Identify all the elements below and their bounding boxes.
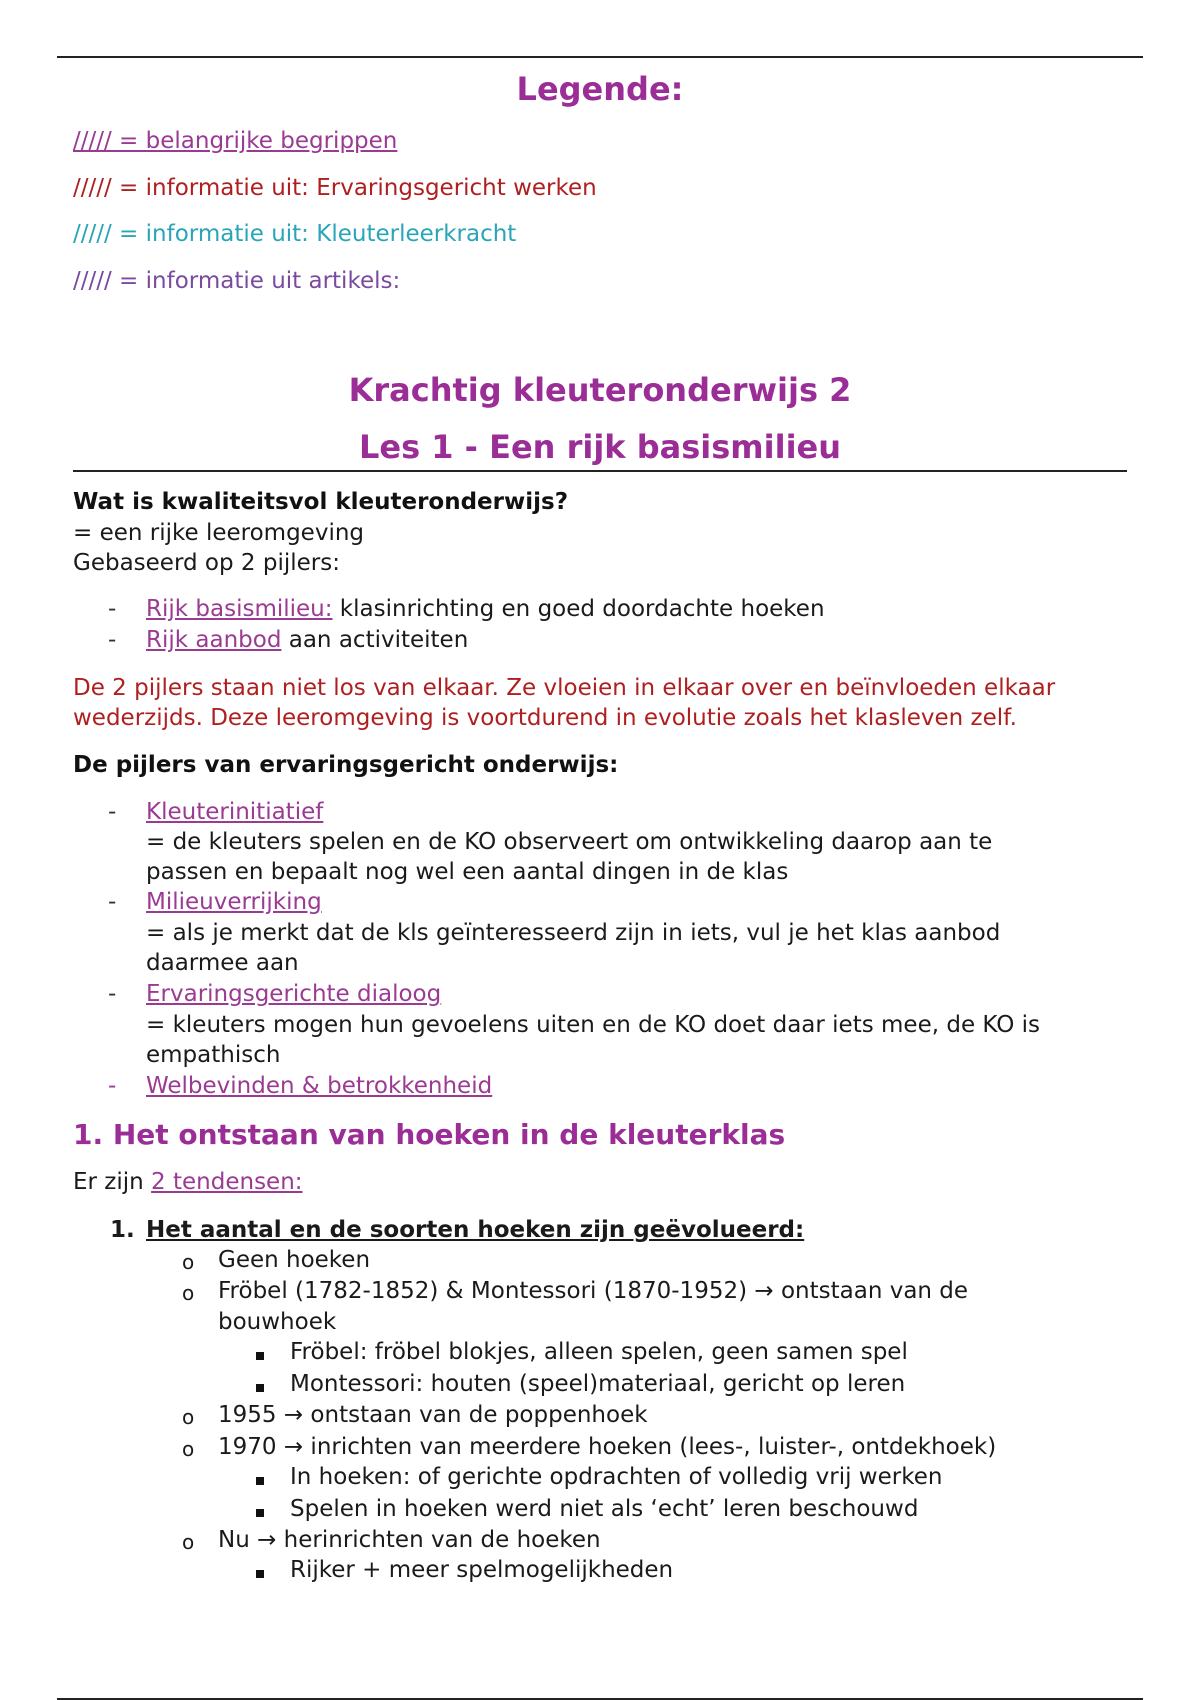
- lesson-title: Les 1 - Een rijk basismilieu: [358, 428, 842, 466]
- list-dash: -: [108, 596, 117, 622]
- bullet-item: Nu → herinrichten van de hoeken: [218, 1527, 601, 1553]
- sub-number: 1.: [110, 1217, 135, 1243]
- pillar-item: [146, 627, 468, 653]
- term-description: = als je merkt dat de kls geïnteresseerd zijn in iets, vul je het klas aanbod: [146, 920, 1001, 946]
- term-rijk-aanbod: Rijk aanbod: [146, 627, 282, 653]
- square-bullet-icon: [256, 1384, 264, 1392]
- legend-item-important-terms: ///// = belangrijke begrippen: [73, 128, 398, 154]
- bullet-item-continued: bouwhoek: [218, 1309, 337, 1335]
- bullet-item: Fröbel (1782-1852) & Montessori (1870-1952) → ontstaan van de: [218, 1278, 969, 1304]
- sub-bullet-item: In hoeken: of gerichte opdrachten of volledig vrij werken: [290, 1464, 943, 1490]
- term-description: = de kleuters spelen en de KO observeert om ontwikkeling daarop aan te: [146, 829, 993, 855]
- legend-item-experiential: ///// = informatie uit: Ervaringsgericht werken: [73, 175, 597, 201]
- sub-heading: Het aantal en de soorten hoeken zijn geëvolueerd:: [146, 1217, 805, 1243]
- legend-title: Legende:: [516, 70, 684, 108]
- list-dash: -: [108, 981, 117, 1007]
- bullet-marker: o: [182, 1405, 195, 1429]
- list-dash: -: [108, 799, 117, 825]
- term-rijk-basismilieu: Rijk basismilieu:: [146, 596, 333, 622]
- bullet-marker: o: [182, 1530, 195, 1554]
- list-dash: -: [108, 627, 117, 653]
- bullet-marker: o: [182, 1250, 195, 1274]
- bullet-item: 1970 → inrichten van meerdere hoeken (lees-, luister-, ontdekhoek): [218, 1434, 997, 1460]
- term-milieuverrijking: Milieuverrijking: [146, 889, 322, 915]
- square-bullet-icon: [256, 1509, 264, 1517]
- legend-item-articles: ///// = informatie uit artikels:: [73, 268, 401, 294]
- term-description: passen en bepaalt nog wel een aantal dingen in de klas: [146, 859, 789, 885]
- square-bullet-icon: [256, 1570, 264, 1578]
- sub-bullet-item: Spelen in hoeken werd niet als ‘echt’ leren beschouwd: [290, 1496, 919, 1522]
- experiential-heading: De pijlers van ervaringsgericht onderwijs:: [73, 752, 619, 778]
- pillar-description: klasinrichting en goed doordachte hoeken: [332, 596, 825, 622]
- legend-item-kleuterleerkracht: ///// = informatie uit: Kleuterleerkracht: [73, 221, 517, 247]
- list-dash: -: [108, 889, 117, 915]
- term-kleuterinitiatief: Kleuterinitiatief: [146, 799, 324, 825]
- sub-bullet-item: Montessori: houten (speel)materiaal, gericht op leren: [290, 1371, 906, 1397]
- bullet-item: Geen hoeken: [218, 1247, 371, 1273]
- bullet-marker: o: [182, 1437, 195, 1461]
- sub-bullet-item: Fröbel: fröbel blokjes, alleen spelen, geen samen spel: [290, 1339, 908, 1365]
- term-ervaringsgerichte-dialoog: Ervaringsgerichte dialoog: [146, 981, 442, 1007]
- bullet-item: 1955 → ontstaan van de poppenhoek: [218, 1402, 648, 1428]
- quality-definition: = een rijke leeromgeving: [73, 520, 365, 546]
- pillar-description: aan activiteiten: [281, 627, 469, 653]
- quality-pillars-intro: Gebaseerd op 2 pijlers:: [73, 550, 340, 576]
- term-description: = kleuters mogen hun gevoelens uiten en de KO doet daar iets mee, de KO is: [146, 1012, 1041, 1038]
- quality-question: Wat is kwaliteitsvol kleuteronderwijs?: [73, 489, 569, 515]
- bullet-marker: o: [182, 1281, 195, 1305]
- intro-prefix: Er zijn: [73, 1169, 152, 1195]
- section-intro: [73, 1169, 303, 1195]
- term-2-tendensen: 2 tendensen:: [151, 1169, 303, 1195]
- square-bullet-icon: [256, 1352, 264, 1360]
- square-bullet-icon: [256, 1477, 264, 1485]
- pillars-note-line: wederzijds. Deze leeromgeving is voortdurend in evolutie zoals het klasleven zelf.: [73, 705, 1017, 731]
- pillars-note-line: De 2 pijlers staan niet los van elkaar. Ze vloeien in elkaar over en beïnvloeden elkaar: [73, 675, 1056, 701]
- term-welbevinden: Welbevinden & betrokkenheid: [146, 1073, 493, 1099]
- list-dash: -: [108, 1073, 117, 1099]
- top-rule: [57, 56, 1143, 58]
- term-description: empathisch: [146, 1042, 281, 1068]
- section-heading: 1. Het ontstaan van hoeken in de kleuterklas: [73, 1118, 786, 1151]
- sub-bullet-item: Rijker + meer spelmogelijkheden: [290, 1557, 674, 1583]
- pillar-item: [146, 596, 825, 622]
- title-rule: [73, 470, 1127, 472]
- document-title: Krachtig kleuteronderwijs 2: [348, 371, 852, 409]
- term-description: daarmee aan: [146, 950, 299, 976]
